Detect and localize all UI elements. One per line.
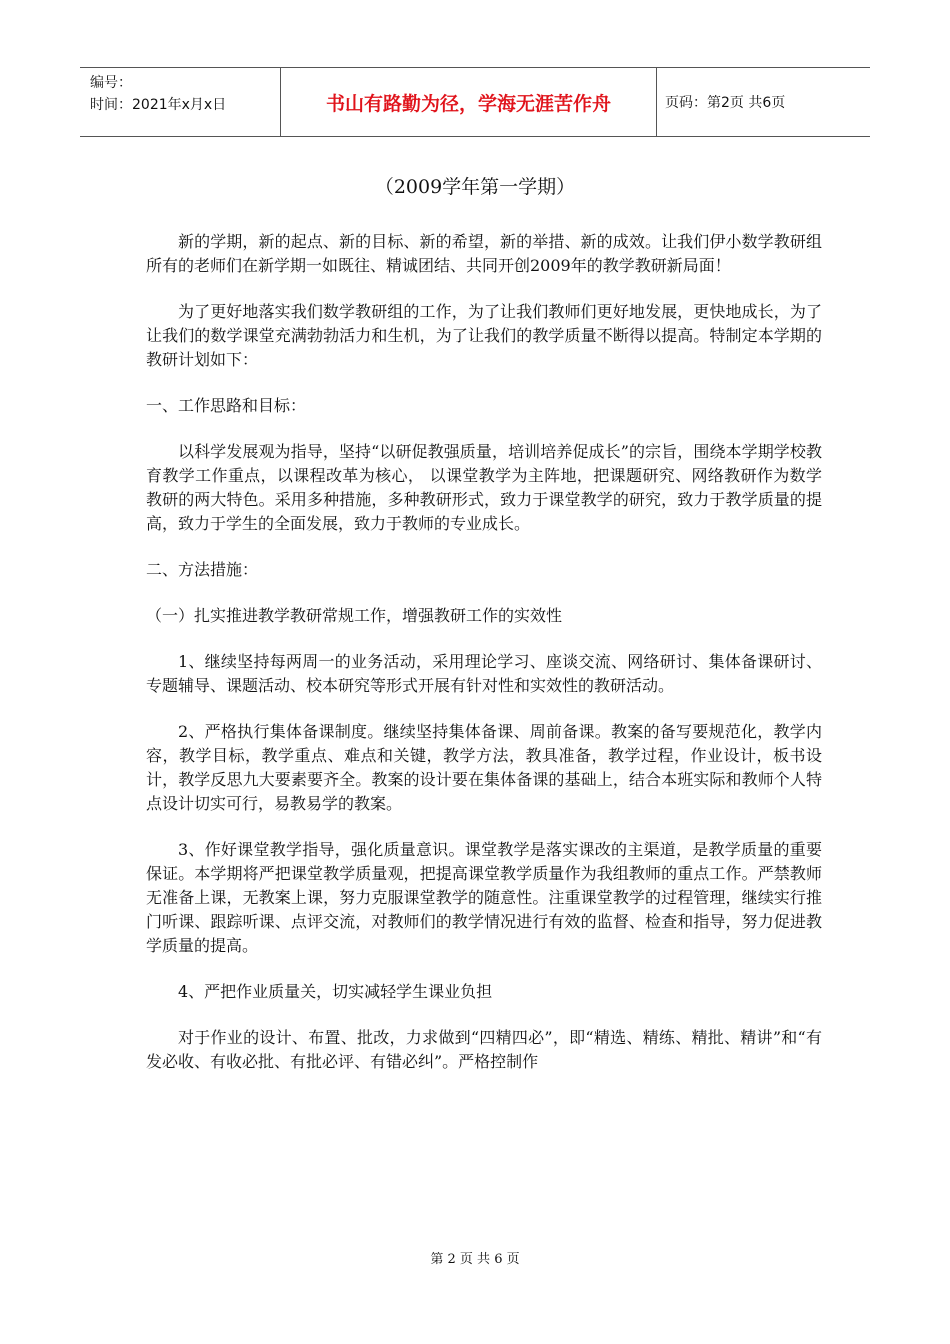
page-header xyxy=(80,67,870,137)
subsection-heading: （一）扎实推进教学教研常规工作，增强教研工作的实效性 xyxy=(146,606,563,625)
paragraph: 1、继续坚持每两周一的业务活动，采用理论学习、座谈交流、网络研讨、集体备课研讨、专题辅导、课题活动、校本研究等形式开展有针对性和实效性的教研活动。 xyxy=(146,652,822,695)
document-body xyxy=(146,230,822,1096)
paragraph: 为了更好地落实我们数学教研组的工作，为了让我们教师们更好地发展，更快地成长，为了让我们的数学课堂充满勃勃活力和生机，为了让我们的教学质量不断得以提高。特制定本学期的教研计划如下： xyxy=(146,302,822,369)
paragraph: 新的学期，新的起点、新的目标、新的希望，新的举措、新的成效。让我们伊小数学教研组所有的老师们在新学期一如既往、精诚团结、共同开创2009年的教学教研新局面！ xyxy=(146,232,822,275)
document-title: （2009学年第一学期） xyxy=(374,176,576,198)
section-heading: 一、工作思路和目标： xyxy=(146,396,307,415)
paragraph: 4、严把作业质量关，切实减轻学生课业负担 xyxy=(178,982,493,1001)
header-time-label: 时间：2021年x月x日 xyxy=(90,97,227,113)
section-heading: 二、方法措施： xyxy=(146,560,259,579)
paragraph: 3、作好课堂教学指导，强化质量意识。课堂教学是落实课改的主渠道，是教学质量的重要保证。本学期将严把课堂教学质量观，把提高课堂教学质量作为我组教师的重点工作。严禁教师无准备上课，无教案上课，努力克服课堂教学的随意性。注重课堂教学的过程管理，继续实行推门听课、跟踪听课、点评交流，对教师们的教学情况进行有效的监督、检查和指导，努力促进教学质量的提高。 xyxy=(146,840,822,955)
header-meta xyxy=(80,68,281,136)
paragraph: 对于作业的设计、布置、批改，力求做到“四精四必”，即“精选、精练、精批、精讲”和“有发必收、有收必批、有批必评、有错必纠”。严格控制作 xyxy=(146,1028,822,1071)
page-footer: 第 2 页 共 6 页 xyxy=(430,1252,520,1267)
header-page-info: 页码：第2页 共6页 xyxy=(665,95,786,111)
paragraph: 2、严格执行集体备课制度。继续坚持集体备课、周前备课。教案的备写要规范化，教学内容，教学目标，教学重点、难点和关键，教学方法，教具准备，教学过程，作业设计，板书设计，教学反思九大要素要齐全。教案的设计要在集体备课的基础上，结合本班实际和教师个人特点设计切实可行，易教易学的教案。 xyxy=(146,722,822,813)
header-number-label: 编号： xyxy=(90,75,132,91)
paragraph: 以科学发展观为指导，坚持“以研促教强质量，培训培养促成长”的宗旨，围绕本学期学校教育教学工作重点，以课程改革为核心， 以课堂教学为主阵地，把课题研究、网络教研作为数学教研的两大特色。采用多种措施，多种教研形式，致力于课堂教学的研究，致力于教学质量的提高，致力于学生的全面发展，致力于教师的专业成长。 xyxy=(146,442,822,533)
header-motto: 书山有路勤为径，学海无涯苦作舟 xyxy=(281,68,657,136)
